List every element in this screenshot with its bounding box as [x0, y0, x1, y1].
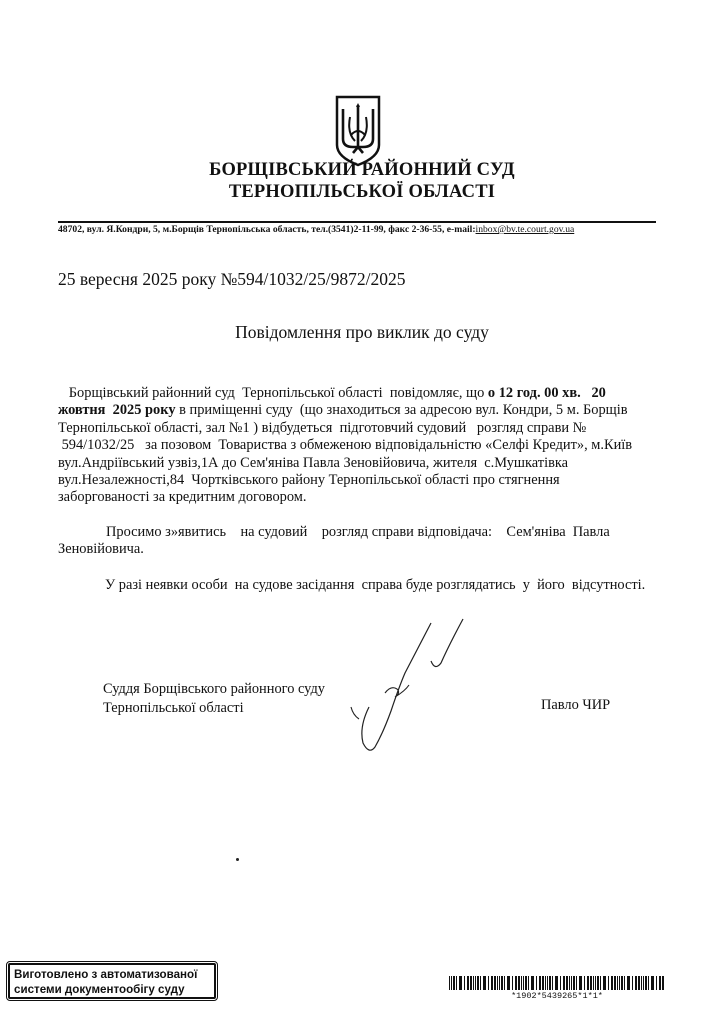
- hearing-date: жовтня 2025 року: [58, 402, 176, 419]
- email-link[interactable]: inbox@bv.te.court.gov.ua: [475, 224, 575, 235]
- judge-position: [103, 680, 325, 718]
- barcode-text: *1902*5439265*1*1*: [511, 991, 603, 1001]
- stamp-line2: системи документообігу суду: [14, 983, 185, 996]
- p1-line2-text: в приміщенні суду (що знаходиться за адресою вул. Кондри, 5 м. Борщів: [175, 402, 628, 419]
- absence-notice: У разі неявки особи на судове засідання справа буде розглядатись у його відсутності.: [105, 577, 646, 593]
- p2-line1: Просимо з»явитись на судовий розгляд справи відповідача: Сем'яніва Павла: [106, 524, 610, 540]
- judge-position-line2: Тернопільської області: [103, 700, 244, 716]
- document-system-stamp: [8, 963, 216, 999]
- document-date-number: 25 вересня 2025 року №594/1032/25/9872/2025: [58, 269, 406, 289]
- stamp-line1: Виготовлено з автоматизованої: [14, 968, 198, 981]
- handwritten-signature: [345, 615, 475, 755]
- scan-speck: [236, 858, 239, 861]
- barcode-icon: [449, 976, 665, 990]
- trident-coat-of-arms-icon: [333, 95, 383, 167]
- judge-name: Павло ЧИР: [541, 697, 611, 713]
- court-name-line1: БОРЩІВСЬКИЙ РАЙОННИЙ СУД: [209, 160, 515, 180]
- request-paragraph: [58, 524, 610, 559]
- p1-line5: вул.Андріївський узвіз,1А до Сем'яніва Павла Зеновійовича, жителя с.Мушкатівка: [58, 454, 569, 471]
- hearing-time: о 12 год. 00 хв. 20: [487, 385, 606, 401]
- header-divider: [58, 221, 656, 223]
- document-title: Повідомлення про виклик до суду: [235, 322, 489, 342]
- notice-paragraph: [58, 385, 632, 507]
- p1-line7: заборгованості за кредитним договором.: [58, 489, 307, 506]
- p1-line3: Тернопільської області, зал №1 ) відбудеться підготовчий судовий розгляд справи №: [58, 419, 587, 436]
- p2-line2: Зеновійовича.: [58, 541, 144, 558]
- p1-line6: вул.Незалежності,84 Чортківського району Тернопільської області про стягнення: [58, 471, 560, 488]
- court-name-line2: ТЕРНОПІЛЬСЬКОЇ ОБЛАСТІ: [228, 182, 496, 202]
- judge-position-line1: Суддя Борщівського районного суду: [103, 681, 325, 697]
- address-text: 48702, вул. Я.Кондри, 5, м.Борщів Тернопільська область, тел.(3541)2-11-99, факс 2-36-55, e-mail:: [58, 224, 476, 235]
- p1-line1-text: Борщівський районний суд Тернопільської області повідомляє, що: [58, 385, 488, 401]
- court-address: [58, 224, 678, 235]
- p1-line4: 594/1032/25 за позовом Товариства з обмеженою відповідальністю «Селфі Кредит», м.Київ: [58, 437, 633, 454]
